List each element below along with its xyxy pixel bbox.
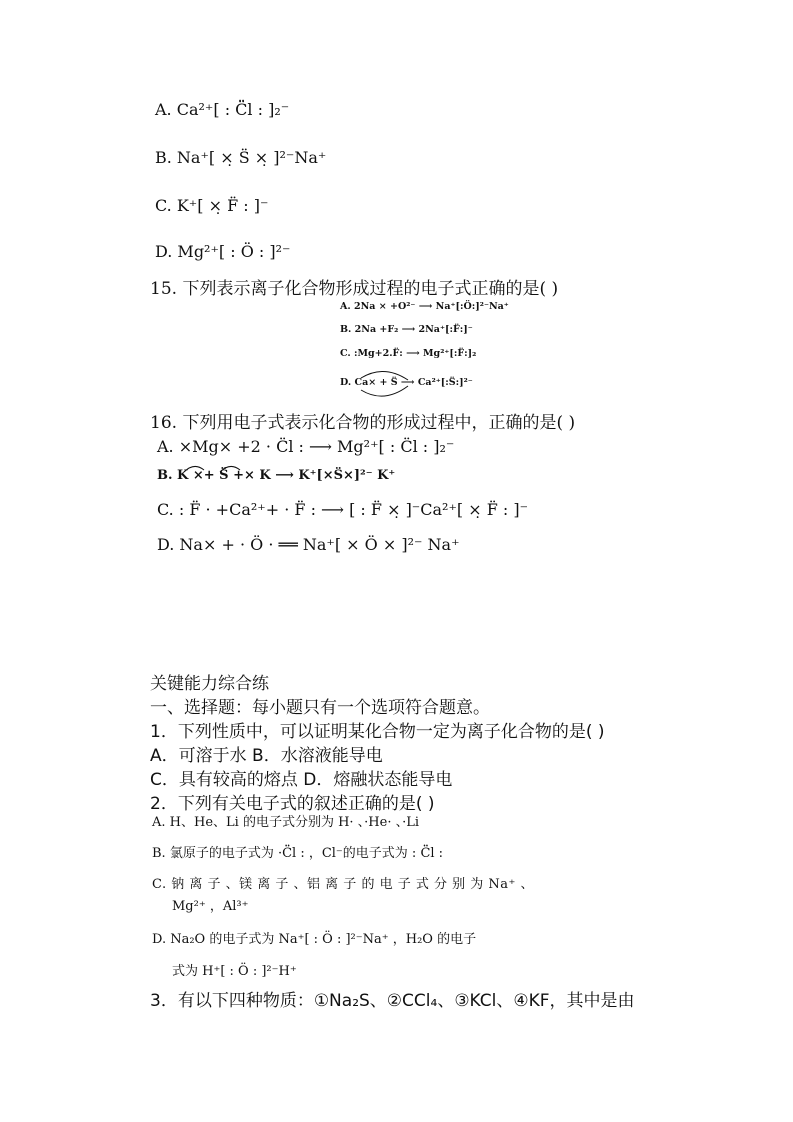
- q14-option-b: B. Na⁺[ ×̣ S̈ ×̣ ]²⁻Na⁺: [155, 148, 327, 167]
- q2-option-c: C. 钠 离 子 、镁 离 子 、铝 离 子 的 电 子 式 分 别 为 Na⁺ 、: [152, 877, 534, 892]
- q3-stem: 3．有以下四种物质：①Na₂S、②CCl₄、③KCl、④KF，其中是由: [150, 991, 635, 1011]
- q2-stem: 2．下列有关电子式的叙述正确的是( ): [150, 794, 435, 814]
- q14-option-d: D. Mg²⁺[ : Ö : ]²⁻: [155, 242, 291, 261]
- q15-option-d: D. Ca× + S̈ ⟶ Ca²⁺[:S̈:]²⁻: [340, 377, 473, 388]
- q16-option-b: B. K ×+ S̈ +× K ⟶ K⁺[×S̈×]²⁻ K⁺: [157, 468, 396, 483]
- q2-option-d-cont: 式为 H⁺[ : Ö : ]²⁻H⁺: [172, 964, 297, 979]
- q15-option-a: A. 2Na × +O²⁻ ⟶ Na⁺[:Ö:]²⁻Na⁺: [340, 301, 509, 312]
- q14-option-c: C. K⁺[ ×̣ F̈ : ]⁻: [155, 196, 269, 215]
- q1-options-row-2: C．具有较高的熔点 D．熔融状态能导电: [150, 770, 453, 790]
- q1-stem: 1．下列性质中，可以证明某化合物一定为离子化合物的是( ): [150, 722, 605, 742]
- q2-option-d: D. Na₂O 的电子式为 Na⁺[ : Ö : ]²⁻Na⁺ ，H₂O 的电子: [152, 932, 477, 947]
- section-title: 关键能力综合练: [150, 674, 269, 694]
- q14-option-a: A. Ca²⁺[ : C̈̈l : ]₂⁻: [155, 100, 290, 119]
- q15-option-b: B. 2Na +F₂ ⟶ 2Na⁺[:F̈:]⁻: [340, 324, 473, 335]
- q16-stem: 16. 下列用电子式表示化合物的形成过程中，正确的是( ): [150, 413, 576, 433]
- part-title: 一、选择题：每小题只有一个选项符合题意。: [150, 698, 490, 718]
- q1-options-row-1: A．可溶于水 B．水溶液能导电: [150, 746, 383, 766]
- q16-option-c: C. : F̈ · +Ca²⁺+ · F̈ : ⟶ [ : F̈ ×̣ ]⁻Ca²⁺[ ×̣ F̈ : ]⁻: [157, 500, 529, 519]
- q16-b-arrow-curves: [180, 460, 260, 474]
- q16-option-d: D. Na× + · Ö · ══ Na⁺[ × Ö × ]²⁻ Na⁺: [157, 535, 460, 554]
- q2-option-b: B. 氯原子的电子式为 ·C̈̈l : ，Cl⁻的电子式为 : C̈̈l :: [152, 846, 444, 861]
- q15-d-arrow-curve: [358, 368, 413, 402]
- q2-option-c-cont: Mg²⁺ ，Al³⁺: [172, 899, 249, 914]
- q15-option-c: C. :Mg+2.F̈: ⟶ Mg²⁺[:F̈:]₂: [340, 348, 477, 359]
- q15-stem: 15. 下列表示离子化合物形成过程的电子式正确的是( ): [150, 279, 559, 299]
- q16-option-a: A. ×Mg× +2 · C̈l : ⟶ Mg²⁺[ : C̈l : ]₂⁻: [157, 437, 455, 456]
- q2-option-a: A. H、He、Li 的电子式分别为 H· 、·He· 、·Li: [152, 815, 420, 830]
